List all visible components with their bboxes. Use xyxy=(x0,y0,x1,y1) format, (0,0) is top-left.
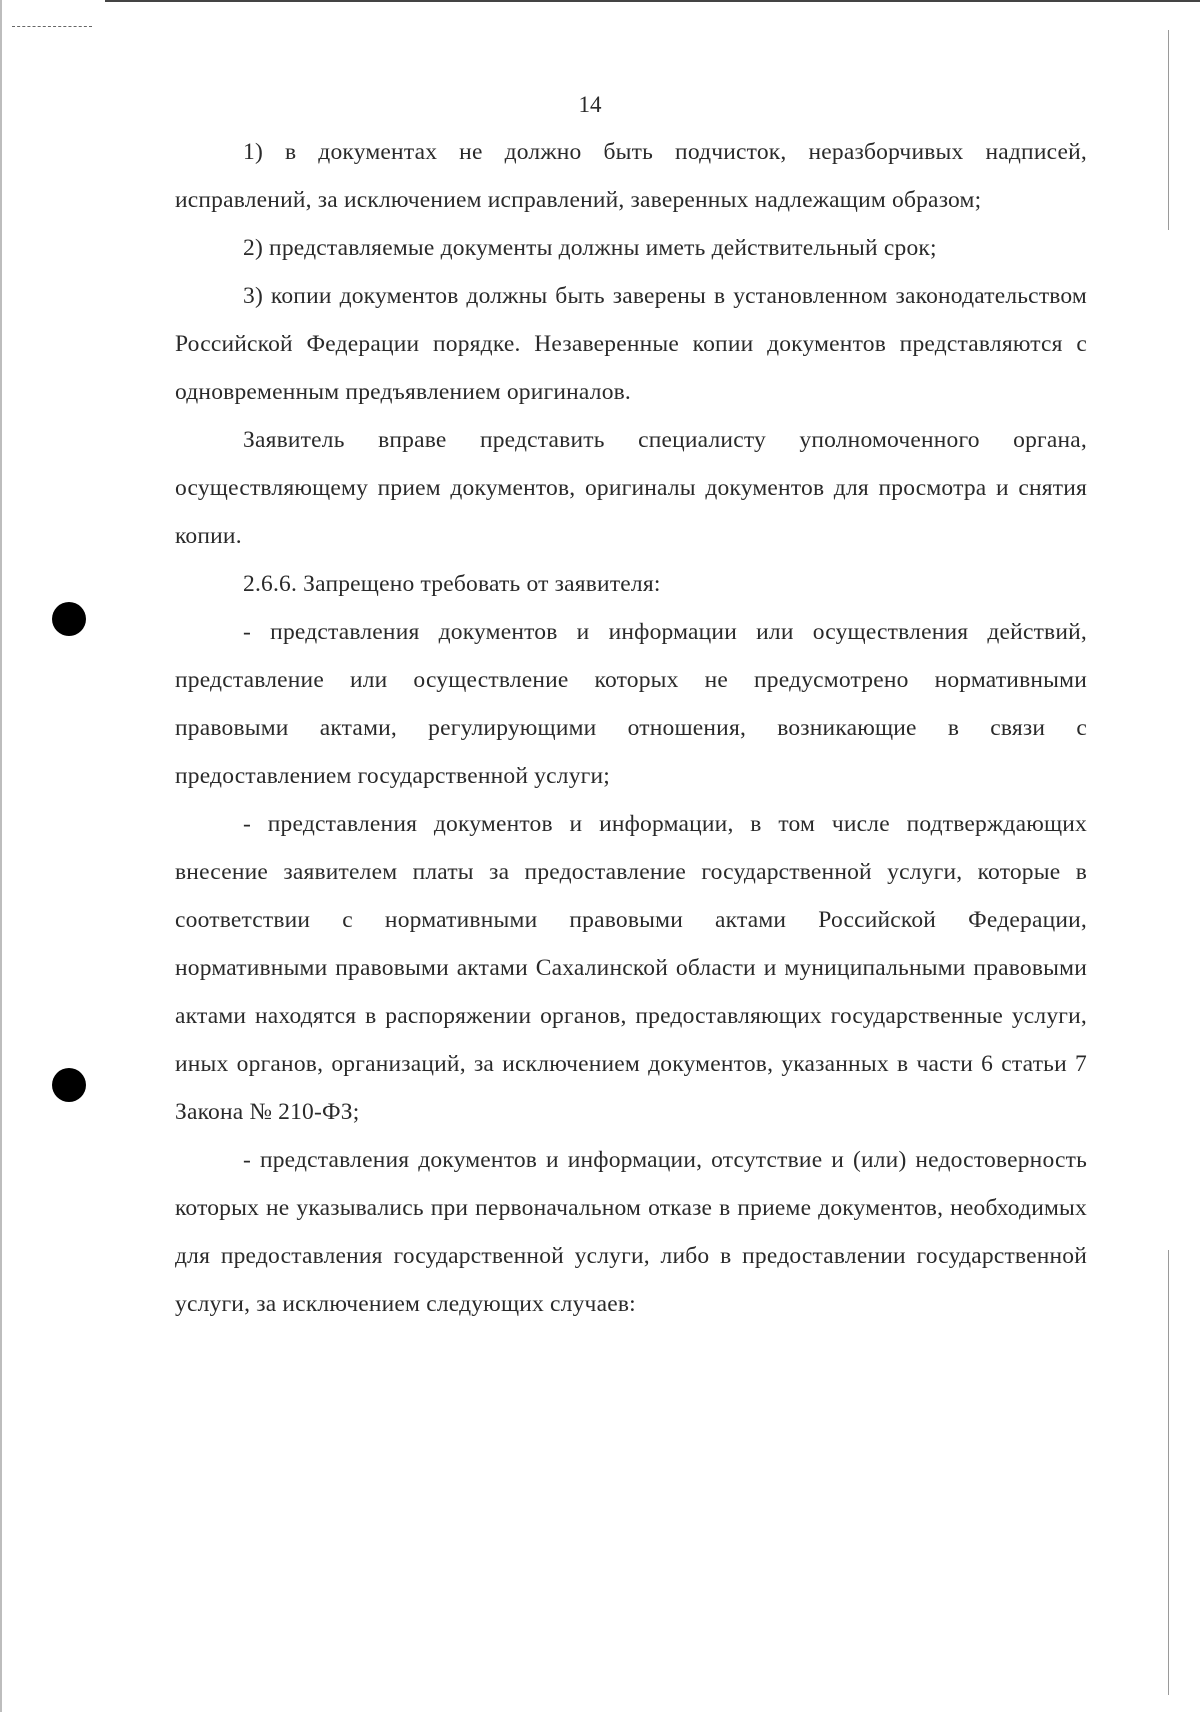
paragraph-bullet-3: - представления документов и информации, отсутствие и (или) недостоверность которых не указывались при первоначальном отказе в приеме документов, необходимых для предоставления государственной услуги, либо в предоставлении государственной услуги, за исключением следующих случаев: xyxy=(175,1147,1087,1317)
paragraph-bullet-1: - представления документов и информации или осуществления действий, представление или осуществление которых не предусмотрено нормативными правовыми актами, регулирующими отношения, возникающие в связи с предоставлением государственной услуги; xyxy=(175,619,1087,789)
punch-hole-lower xyxy=(52,1068,86,1102)
page-number: 14 xyxy=(578,92,602,117)
scan-top-border xyxy=(105,0,1200,2)
paragraph-item-2: 2) представляемые документы должны иметь действительный срок; xyxy=(243,235,937,261)
paragraph-bullet-2: - представления документов и информации, в том числе подтверждающих внесение заявителем платы за предоставление государственной услуги, которые в соответствии с нормативными правовыми актами Российской Федерации, нормативными правовыми актами Сахалинской области и муниципальными правовыми актами находятся в распоряжении органов, предоставляющих государственные услуги, иных органов, организаций, за исключением документов, указанных в части 6 статьи 7 Закона № 210-ФЗ; xyxy=(175,811,1087,1125)
paragraph-item-1: 1) в документах не должно быть подчисток, неразборчивых надписей, исправлений, за исключением исправлений, заверенных надлежащим образом; xyxy=(175,139,1087,213)
scan-right-edge-upper xyxy=(1168,30,1169,230)
scan-left-edge xyxy=(0,0,2,1712)
scan-right-edge-lower xyxy=(1168,1250,1169,1695)
scan-corner-mark xyxy=(12,26,92,28)
paragraph-section-heading: 2.6.6. Запрещено требовать от заявителя: xyxy=(243,571,661,597)
paragraph-item-3: 3) копии документов должны быть заверены в установленном законодательством Российской Федерации порядке. Незаверенные копии документов представляются с одновременным предъявлением оригиналов. xyxy=(175,283,1087,405)
paragraph-applicant-right: Заявитель вправе представить специалисту уполномоченного органа, осуществляющему прием документов, оригиналы документов для просмотра и снятия копии. xyxy=(175,427,1087,549)
punch-hole-upper xyxy=(52,602,86,636)
document-body xyxy=(175,128,1087,1328)
